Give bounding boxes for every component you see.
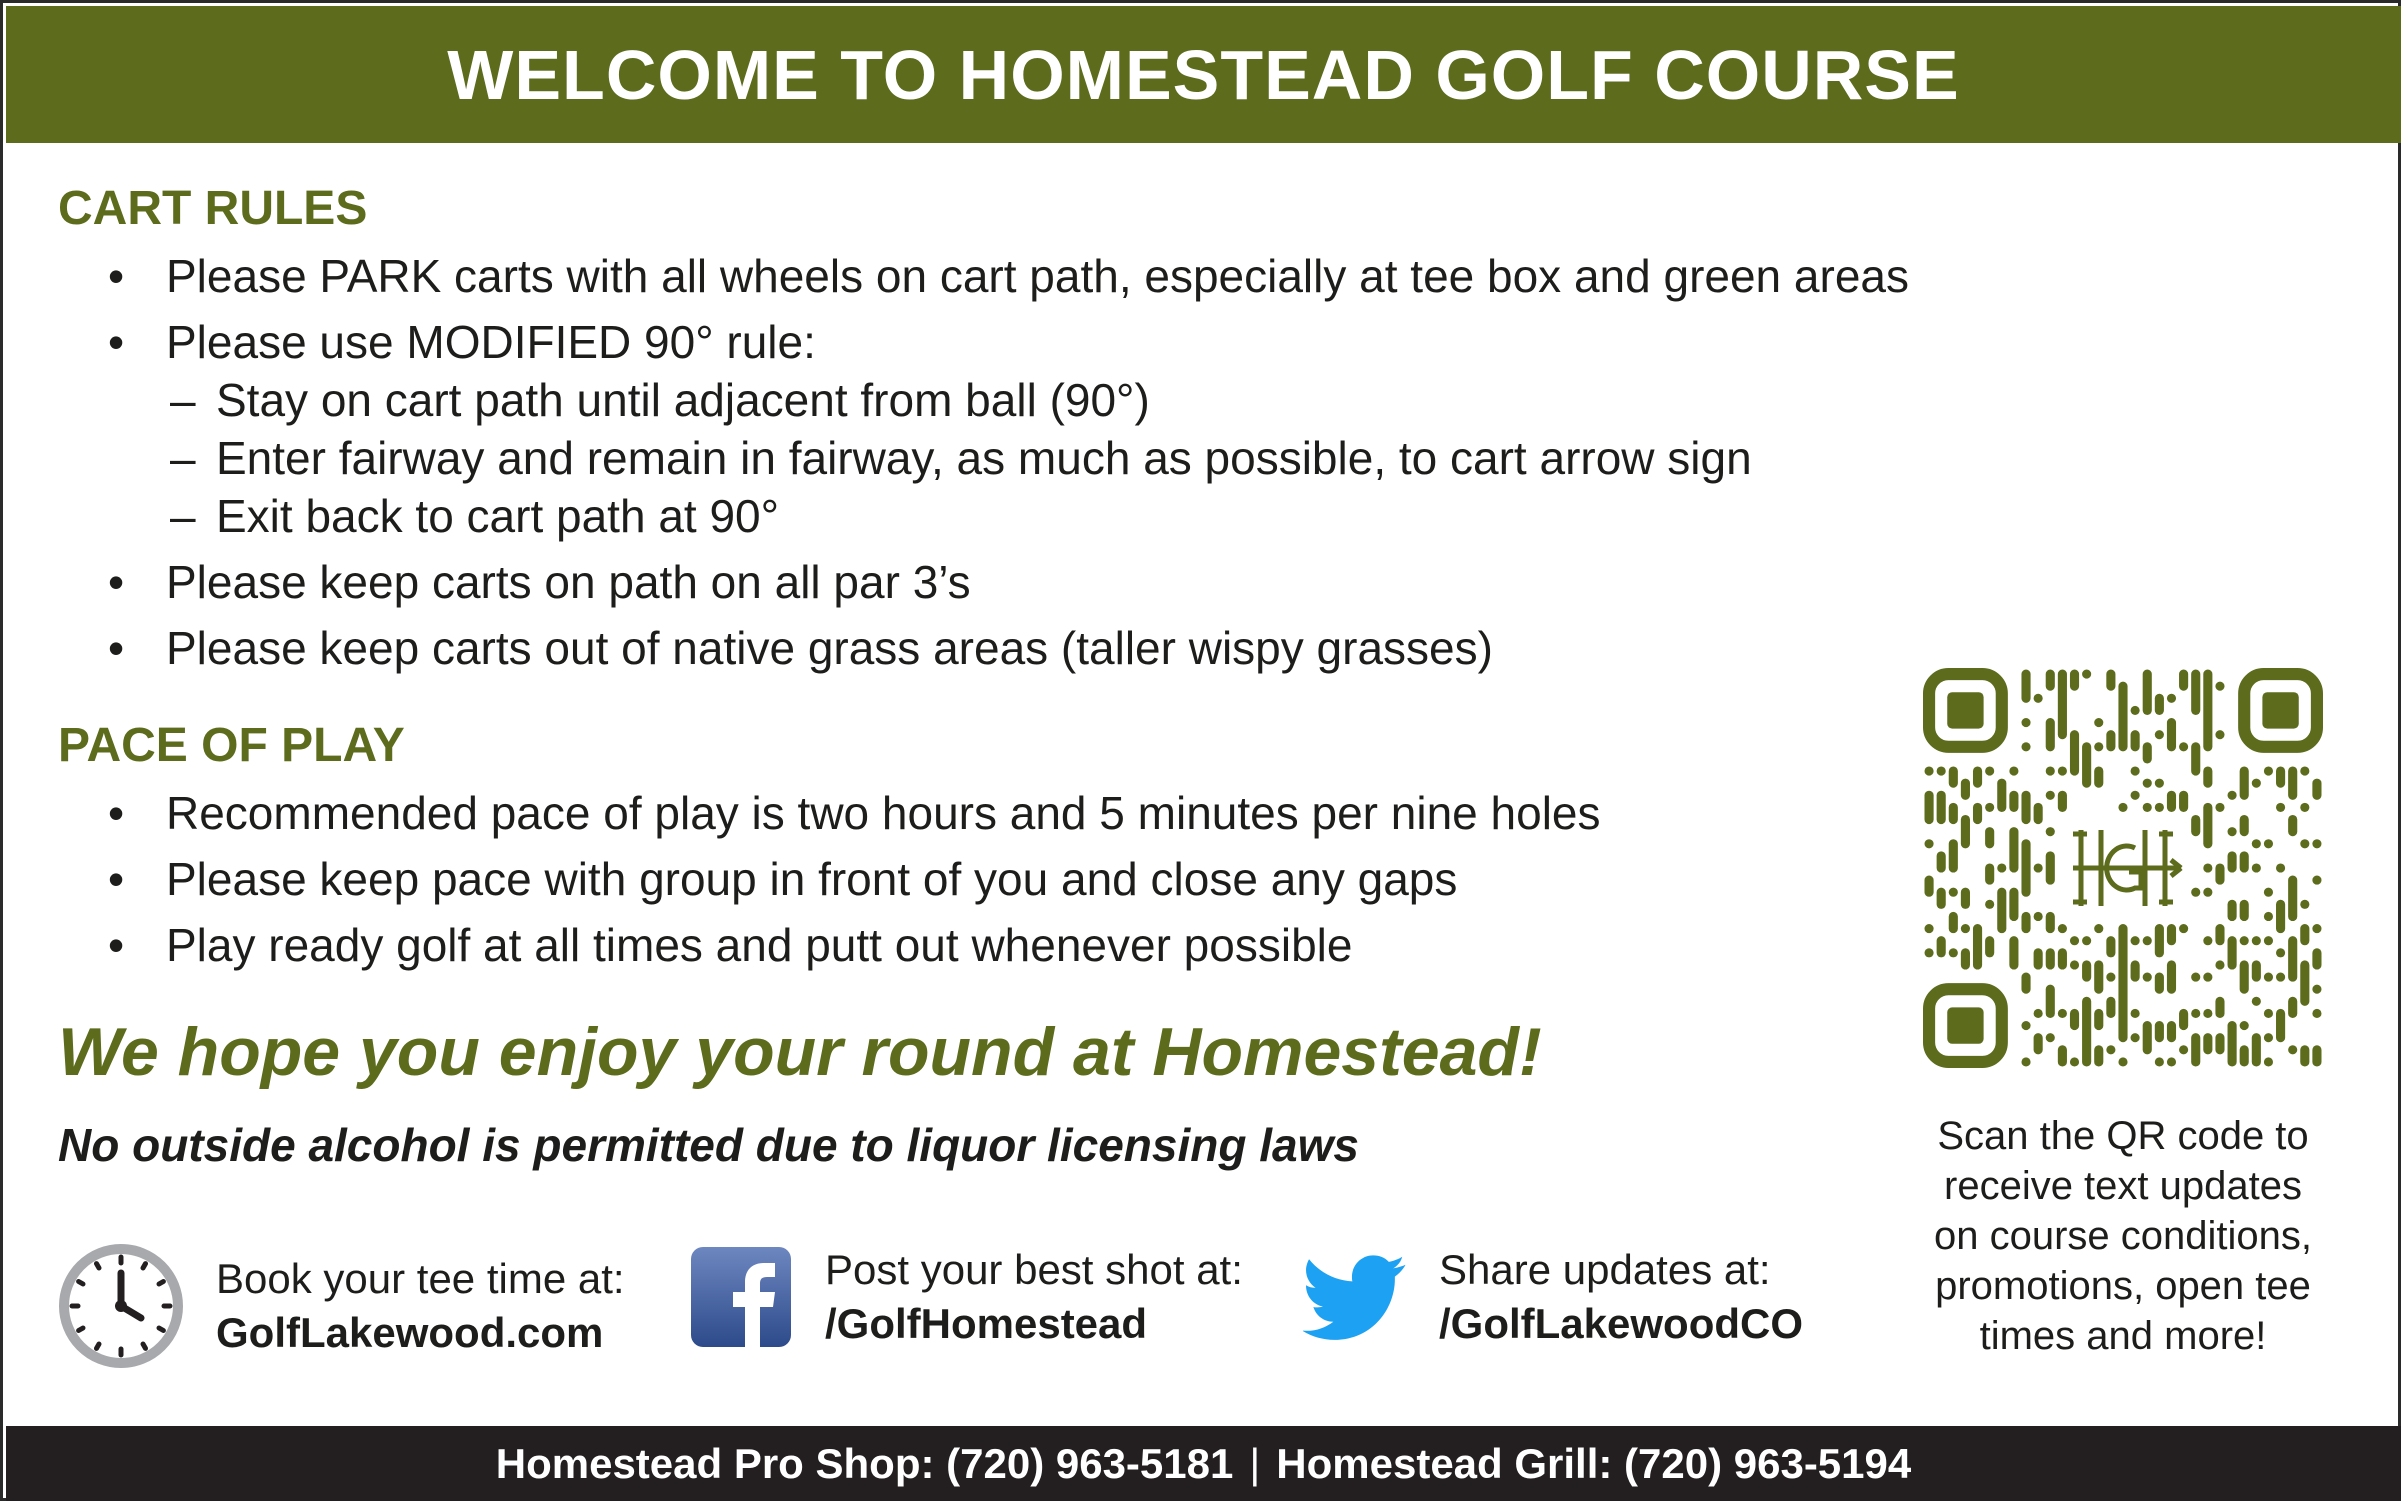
qr-module	[2046, 851, 2055, 884]
qr-module	[2240, 766, 2249, 799]
qr-module	[2252, 936, 2261, 945]
qr-module	[2131, 960, 2140, 981]
qr-module	[2288, 766, 2297, 799]
qr-module	[2240, 960, 2249, 993]
cart-rules-list	[58, 247, 1909, 677]
qr-module	[2228, 851, 2237, 872]
facebook-label: Post your best shot at:	[825, 1246, 1243, 1293]
qr-module	[2082, 670, 2091, 679]
qr-module	[2034, 1033, 2043, 1054]
qr-module	[2300, 900, 2309, 909]
qr-module	[2228, 827, 2237, 836]
qr-module	[2155, 924, 2164, 957]
qr-module	[2215, 924, 2224, 945]
qr-module	[2021, 912, 2030, 933]
qr-module	[2228, 936, 2237, 969]
qr-module	[2312, 948, 2321, 969]
qr-module	[2288, 1045, 2297, 1054]
qr-module	[1973, 924, 1982, 969]
qr-module	[2203, 1009, 2212, 1018]
qr-module	[2082, 960, 2091, 981]
qr-module	[2276, 1009, 2285, 1042]
cart-rule-subitem: – Enter fairway and remain in fairway, as much as possible, to cart arrow sign	[58, 429, 1909, 487]
qr-module	[2058, 924, 2067, 933]
qr-caption-line: Scan the QR code to	[1937, 1114, 2309, 1158]
qr-module	[2300, 960, 2309, 1005]
qr-module	[2203, 888, 2212, 897]
qr-caption-line: times and more!	[1979, 1314, 2267, 1358]
qr-module	[1949, 912, 1958, 933]
qr-finder-pattern	[1929, 674, 2002, 747]
qr-module	[2070, 730, 2079, 775]
qr-module	[2058, 948, 2067, 969]
qr-module	[2240, 936, 2249, 945]
qr-module	[2215, 803, 2224, 812]
booking-label: Book your tee time at:	[216, 1255, 625, 1302]
grill-phone[interactable]: Homestead Grill: (720) 963-5194	[1276, 1439, 1912, 1487]
qr-caption-line: promotions, open tee	[1935, 1264, 2311, 1308]
qr-module	[2046, 670, 2055, 691]
qr-module	[2191, 670, 2200, 715]
qr-module	[2143, 779, 2152, 788]
qr-module	[2312, 1009, 2321, 1018]
qr-module	[2034, 912, 2043, 921]
qr-module	[2167, 960, 2176, 993]
cart-rule-subitem: – Exit back to cart path at 90°	[58, 487, 1909, 545]
qr-module	[2264, 1057, 2273, 1066]
qr-module	[2082, 936, 2091, 945]
qr-module	[2215, 1033, 2224, 1054]
qr-module	[2191, 1033, 2200, 1066]
qr-module	[2009, 766, 2018, 775]
qr-module	[1985, 863, 1994, 884]
qr-module	[2131, 730, 2140, 751]
enjoy-round-message: We hope you enjoy your round at Homestead!	[58, 1014, 1542, 1090]
pace-rule-item: • Play ready golf at all times and putt out whenever possible	[58, 916, 1601, 974]
qr-module	[2276, 803, 2285, 812]
qr-module	[2179, 670, 2188, 691]
qr-module	[1985, 766, 1994, 775]
qr-module	[2252, 960, 2261, 981]
qr-module	[2082, 742, 2091, 787]
facebook-link[interactable]: /GolfHomestead	[825, 1300, 1148, 1347]
qr-module	[2070, 1009, 2079, 1030]
qr-module	[2191, 815, 2200, 836]
qr-module	[2009, 827, 2018, 872]
qr-module	[2179, 924, 2188, 933]
qr-code[interactable]	[1923, 668, 2323, 1068]
qr-module	[2167, 694, 2176, 703]
qr-module	[2009, 888, 2018, 921]
qr-module	[2131, 791, 2140, 800]
qr-module	[2143, 936, 2152, 945]
qr-module	[1973, 766, 1982, 787]
qr-module	[2203, 803, 2212, 848]
qr-module	[2155, 973, 2164, 994]
qr-module	[2118, 924, 2127, 1042]
qr-module	[2312, 876, 2321, 885]
qr-module	[2167, 718, 2176, 751]
qr-module	[2167, 1057, 2176, 1066]
qr-module	[2228, 900, 2237, 921]
qr-module	[1961, 924, 1970, 933]
booking-link[interactable]: GolfLakewood.com	[216, 1309, 604, 1356]
qr-module	[2131, 936, 2140, 945]
alcohol-notice: No outside alcohol is permitted due to liquor licensing laws	[58, 1119, 1359, 1171]
qr-module	[2046, 912, 2055, 933]
qr-module	[2191, 973, 2200, 982]
qr-finder-pattern	[1929, 989, 2002, 1062]
qr-module	[1925, 948, 1934, 957]
qr-module	[2155, 779, 2164, 788]
qr-module	[2106, 1045, 2115, 1054]
qr-module	[2046, 766, 2055, 775]
qr-module	[2106, 936, 2115, 957]
qr-module	[2131, 766, 2140, 775]
qr-module	[1937, 851, 1946, 872]
qr-module	[2179, 1009, 2188, 1030]
qr-module	[2191, 888, 2200, 897]
clock-icon	[58, 1243, 184, 1369]
qr-module	[2021, 839, 2030, 897]
qr-module	[2240, 815, 2249, 836]
qr-module	[2070, 936, 2079, 945]
qr-module	[1997, 863, 2006, 872]
qr-module	[2252, 839, 2261, 848]
qr-module	[2288, 876, 2297, 921]
qr-module	[2106, 670, 2115, 691]
qr-module	[2021, 670, 2030, 703]
qr-module	[2276, 973, 2285, 982]
qr-module	[2264, 936, 2273, 945]
qr-module	[2215, 863, 2224, 884]
qr-module	[2131, 706, 2140, 715]
qr-module	[2155, 1021, 2164, 1042]
qr-module	[2021, 742, 2030, 751]
qr-module	[2300, 766, 2309, 775]
qr-module	[1925, 766, 1934, 775]
qr-module	[2288, 815, 2297, 836]
cart-rule-subitem: – Stay on cart path until adjacent from ball (90°)	[58, 371, 1909, 429]
qr-module	[2228, 1021, 2237, 1066]
qr-module	[2094, 1045, 2103, 1066]
twitter-text	[1439, 1243, 1803, 1351]
qr-module	[1961, 779, 1970, 800]
twitter-label: Share updates at:	[1439, 1246, 1771, 1293]
qr-module	[2203, 863, 2212, 872]
qr-module	[2264, 912, 2273, 921]
qr-module	[2143, 973, 2152, 982]
qr-module	[2312, 1045, 2321, 1066]
qr-module	[2312, 779, 2321, 800]
qr-module	[2276, 863, 2285, 872]
qr-module	[1997, 779, 2006, 812]
qr-module	[2131, 1033, 2140, 1042]
qr-module	[2179, 742, 2188, 751]
qr-module	[2034, 1009, 2043, 1018]
qr-caption-line: on course conditions,	[1933, 1214, 2312, 1258]
qr-module	[2094, 718, 2103, 727]
cart-rule-item: • Please PARK carts with all wheels on cart path, especially at tee box and green areas	[58, 247, 1909, 305]
qr-module	[2094, 742, 2103, 751]
qr-module	[2252, 997, 2261, 1006]
qr-module	[2070, 960, 2079, 969]
qr-module	[2203, 766, 2212, 787]
footer-separator: |	[1249, 1439, 1261, 1487]
qr-module	[2118, 682, 2127, 752]
qr-module	[2058, 766, 2067, 775]
qr-module	[2118, 803, 2127, 812]
qr-module	[2046, 827, 2055, 836]
qr-module	[2094, 1009, 2103, 1030]
qr-module	[2312, 985, 2321, 994]
qr-module	[2155, 803, 2164, 812]
qr-module	[1937, 791, 1946, 824]
footer-contact-bar	[6, 1426, 2401, 1501]
qr-module	[2021, 973, 2030, 994]
qr-module	[1961, 888, 1970, 909]
qr-module	[1925, 839, 1934, 848]
qr-module	[2276, 948, 2285, 957]
qr-module	[2215, 682, 2224, 691]
qr-module	[2046, 985, 2055, 1018]
qr-module	[2179, 1045, 2188, 1054]
qr-module	[2021, 718, 2030, 727]
qr-module	[2300, 1045, 2309, 1066]
qr-module	[2034, 948, 2043, 969]
qr-module	[2021, 791, 2030, 824]
qr-module	[2034, 803, 2043, 824]
qr-module	[2070, 670, 2079, 691]
qr-module	[2094, 924, 2103, 933]
qr-module	[2118, 1057, 2127, 1066]
qr-module	[2094, 960, 2103, 993]
qr-module	[1949, 888, 1958, 897]
qr-module	[2312, 839, 2321, 848]
qr-module	[2264, 766, 2273, 775]
qr-module	[2264, 888, 2273, 897]
cart-rule-item: • Please keep carts out of native grass areas (taller wispy grasses)	[58, 619, 1909, 677]
qr-module	[1997, 888, 2006, 933]
qr-module	[2215, 960, 2224, 969]
qr-module	[2058, 1045, 2067, 1066]
qr-module	[1925, 924, 1934, 933]
qr-module	[2094, 766, 2103, 787]
qr-module	[2034, 863, 2043, 872]
qr-module	[2276, 900, 2285, 933]
qr-module	[2143, 742, 2152, 763]
qr-module	[2167, 791, 2176, 812]
qr-module	[2252, 779, 2261, 788]
homestead-monogram-icon	[2073, 830, 2181, 906]
qr-module	[2058, 791, 2067, 812]
qr-module	[2203, 973, 2212, 982]
qr-module	[2203, 1033, 2212, 1054]
qr-module	[1985, 936, 1994, 957]
qr-module	[2058, 1009, 2067, 1018]
qr-finder-pattern	[2244, 674, 2317, 747]
pro-shop-phone[interactable]: Homestead Pro Shop: (720) 963-5181	[495, 1439, 1234, 1487]
qr-module	[2300, 839, 2309, 848]
qr-module	[2155, 730, 2164, 739]
qr-module	[2288, 997, 2297, 1018]
qr-module	[2276, 766, 2285, 787]
qr-module	[2143, 803, 2152, 812]
pace-of-play-title: PACE OF PLAY	[58, 719, 405, 772]
page-title: WELCOME TO HOMESTEAD GOLF COURSE	[447, 35, 1960, 114]
qr-module	[2009, 791, 2018, 812]
qr-module	[2106, 973, 2115, 982]
qr-module	[1985, 803, 1994, 812]
qr-module	[2179, 791, 2188, 812]
qr-module	[2034, 694, 2043, 703]
qr-module	[1925, 791, 1934, 824]
pace-rule-item: • Please keep pace with group in front of you and close any gaps	[58, 850, 1601, 908]
qr-module	[1937, 766, 1946, 775]
qr-module	[1949, 948, 1958, 957]
qr-module	[2215, 730, 2224, 739]
qr-module	[1973, 803, 1982, 824]
qr-module	[2191, 1009, 2200, 1018]
qr-module	[2191, 742, 2200, 775]
qr-module	[2228, 791, 2237, 800]
qr-module	[2300, 924, 2309, 945]
booking-info	[58, 1243, 625, 1369]
qr-module	[2046, 948, 2055, 969]
twitter-info	[1303, 1243, 1803, 1351]
qr-module	[2131, 1009, 2140, 1018]
qr-module	[2264, 973, 2273, 982]
qr-module	[2046, 1033, 2055, 1042]
qr-module	[2240, 1045, 2249, 1066]
qr-module	[2167, 1021, 2176, 1042]
header-banner	[6, 6, 2401, 143]
qr-module	[2264, 839, 2273, 848]
booking-text	[216, 1252, 625, 1360]
qr-module	[2143, 1021, 2152, 1054]
qr-module	[1937, 936, 1946, 957]
qr-module	[2155, 694, 2164, 715]
twitter-icon	[1303, 1245, 1407, 1349]
cart-rule-item: • Please use MODIFIED 90° rule:	[58, 313, 1909, 371]
qr-caption-line: receive text updates	[1944, 1164, 2302, 1208]
qr-module	[1937, 888, 1946, 909]
facebook-icon	[689, 1245, 793, 1349]
cart-rule-item: • Please keep carts on path on all par 3’s	[58, 553, 1909, 611]
qr-module	[2264, 1033, 2273, 1042]
qr-module	[1985, 827, 1994, 848]
qr-module	[2082, 997, 2091, 1067]
qr-module	[2106, 730, 2115, 751]
qr-caption	[1893, 1111, 2353, 1361]
qr-module	[2264, 1009, 2273, 1018]
qr-module	[2046, 718, 2055, 751]
qr-module	[2252, 1033, 2261, 1066]
qr-module	[2252, 863, 2261, 872]
twitter-link[interactable]: /GolfLakewoodCO	[1439, 1300, 1804, 1347]
qr-module	[1949, 803, 1958, 824]
qr-module	[2300, 803, 2309, 812]
qr-module	[1961, 815, 1970, 848]
qr-module	[2155, 1057, 2164, 1066]
facebook-info	[689, 1243, 1243, 1351]
qr-module	[2021, 1057, 2030, 1066]
qr-module	[2021, 1021, 2030, 1030]
qr-module	[1925, 876, 1934, 897]
qr-module	[2288, 936, 2297, 981]
qr-module	[1949, 839, 1958, 872]
cart-rules-title: CART RULES	[58, 182, 368, 235]
qr-module	[2203, 936, 2212, 945]
qr-module	[1985, 900, 1994, 909]
qr-module	[2203, 670, 2212, 752]
qr-module	[2312, 924, 2321, 933]
qr-module	[1949, 766, 1958, 787]
qr-module	[2240, 851, 2249, 872]
pace-rule-item: • Recommended pace of play is two hours and 5 minutes per nine holes	[58, 784, 1601, 842]
qr-module	[1961, 948, 1970, 969]
qr-module	[2046, 791, 2055, 800]
qr-module	[2058, 670, 2067, 740]
facebook-text	[825, 1243, 1243, 1351]
qr-module	[2167, 924, 2176, 945]
qr-module	[2009, 936, 2018, 969]
qr-module	[2106, 997, 2115, 1018]
qr-module	[2215, 997, 2224, 1018]
qr-module	[2240, 900, 2249, 921]
qr-module	[2070, 1057, 2079, 1066]
pace-of-play-list	[58, 784, 1601, 974]
qr-module	[2143, 670, 2152, 715]
qr-module	[2240, 1021, 2249, 1030]
